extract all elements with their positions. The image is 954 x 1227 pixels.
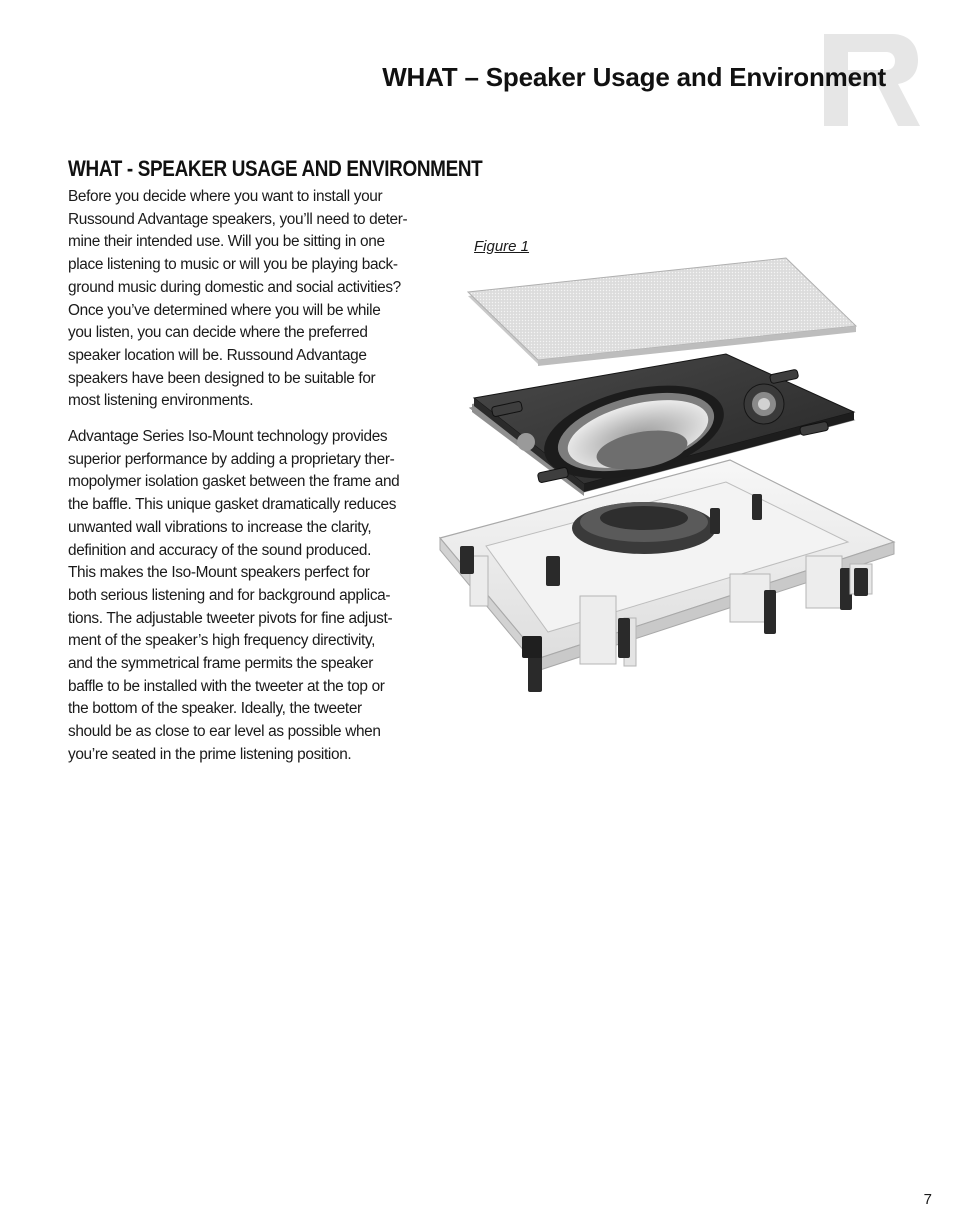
text-line: speakers have been designed to be suitable for <box>68 369 376 387</box>
text-line: and the symmetrical frame permits the speaker <box>68 655 374 673</box>
text-line: Russound Advantage speakers, you’ll need to deter- <box>68 210 408 228</box>
text-line: the baffle. This unique gasket dramatically reduces <box>68 496 397 514</box>
text-line: superior performance by adding a proprietary ther- <box>68 450 395 468</box>
text-line: you listen, you can decide where the preferred <box>68 324 368 342</box>
page-number: 7 <box>923 1191 932 1208</box>
body-text-column <box>68 186 428 780</box>
text-line: speaker location will be. Russound Advantage <box>68 346 367 364</box>
text-line: mopolymer isolation gasket between the frame and <box>68 473 400 491</box>
text-line: This makes the Iso-Mount speakers perfect for <box>68 564 370 582</box>
text-line: Before you decide where you want to install your <box>68 188 383 205</box>
text-line: tions. The adjustable tweeter pivots for fine adjust- <box>68 609 393 627</box>
text-line: Once you’ve determined where you will be while <box>68 301 381 319</box>
paragraph-speaker-usage <box>68 186 428 413</box>
text-line: place listening to music or will you be playing back- <box>68 256 398 274</box>
text-line: ment of the speaker’s high frequency directivity, <box>68 632 376 650</box>
text-line: baffle to be installed with the tweeter at the top or <box>68 677 385 695</box>
text-line: unwanted wall vibrations to increase the clarity, <box>68 518 372 536</box>
paragraph-iso-mount <box>68 426 428 767</box>
section-heading: WHAT - SPEAKER USAGE AND ENVIRONMENT <box>68 156 483 181</box>
text-line: the bottom of the speaker. Ideally, the tweeter <box>68 700 362 718</box>
speaker-exploded-view-image <box>434 256 900 698</box>
text-line: should be as close to ear level as possible when <box>68 723 381 741</box>
text-line: Advantage Series Iso-Mount technology provides <box>68 428 388 446</box>
text-line: most listening environments. <box>68 392 254 410</box>
page-title: WHAT – Speaker Usage and Environment <box>382 62 886 92</box>
text-line: both serious listening and for background applica- <box>68 586 391 604</box>
text-line: ground music during domestic and social activities? <box>68 278 401 296</box>
text-line: definition and accuracy of the sound produced. <box>68 541 372 559</box>
figure-caption: Figure 1 <box>474 238 530 255</box>
text-line: mine their intended use. Will you be sitting in one <box>68 233 385 251</box>
text-line: you’re seated in the prime listening position. <box>68 745 352 763</box>
